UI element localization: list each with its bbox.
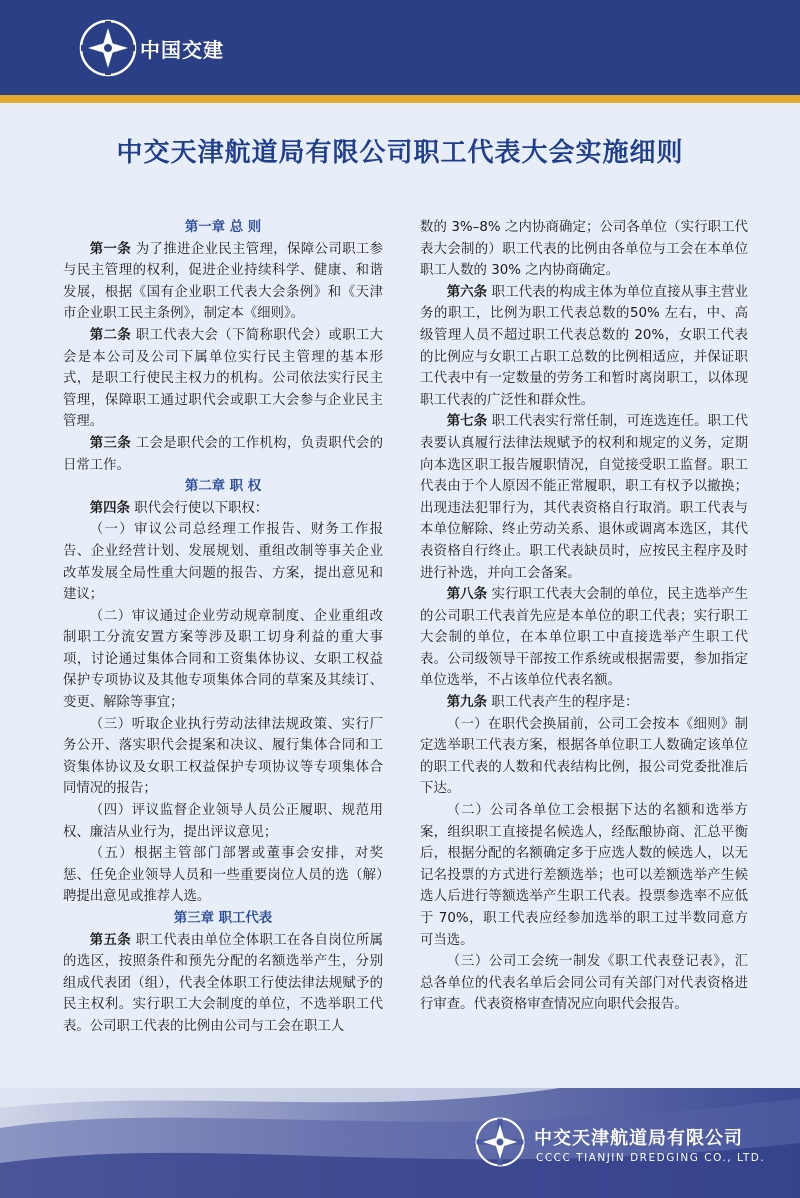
header-banner <box>0 0 800 95</box>
article-label: 第七条 <box>446 414 488 430</box>
article-paragraph <box>420 282 748 412</box>
clause-paragraph <box>420 800 748 951</box>
clause-paragraph <box>420 714 748 800</box>
article-text: 数的 3%–8% 之内协商确定；公司各单位（实行职工代表大会制的）职工代表的比例由各单位与工会在本单位职工人数的 30% 之内协商确定。 <box>420 220 748 279</box>
clause-paragraph <box>420 217 748 282</box>
article-paragraph <box>63 930 383 1038</box>
article-text: （三）听取企业执行劳动法律法规政策、实行厂务公开、落实职代会提案和决议、履行集体合同和工资集体协议及女职工权益保护专项协议等专项集体合同情况的报告； <box>63 716 383 797</box>
article-text: （二）审议通过企业劳动规章制度、企业重组改制职工分流安置方案等涉及职工切身利益的重大事项，讨论通过集体合同和工资集体协议、女职工权益保护专项协议及其他专项集体合同的草案及其续订、变更、解除等事宜； <box>63 608 383 711</box>
article-text: （一）审议公司总经理工作报告、财务工作报告、企业经营计划、发展规划、重组改制等事关企业改革发展全局性重大问题的报告、方案，提出意见和建议； <box>63 522 383 603</box>
article-label: 第五条 <box>89 932 132 948</box>
article-paragraph <box>63 325 383 433</box>
clause-paragraph <box>63 800 383 843</box>
left-column <box>63 217 383 1038</box>
article-paragraph <box>420 692 748 714</box>
article-paragraph <box>63 433 383 476</box>
cccc-logo-icon <box>78 18 138 78</box>
clause-paragraph <box>63 714 383 800</box>
article-text: 职工代表产生的程序是： <box>486 695 639 711</box>
article-label: 第二条 <box>89 327 132 343</box>
article-label: 第三条 <box>89 435 132 451</box>
chapter-heading: 第三章 职工代表 <box>173 911 273 926</box>
article-label: 第四条 <box>89 500 130 516</box>
footer-banner <box>0 1088 800 1198</box>
article-paragraph <box>63 498 383 520</box>
article-text: （三）公司工会统一制发《职工代表登记表》，汇总各单位的代表名单后会同公司有关部门对代表资格进行审查。代表资格审查情况应向职代会报告。 <box>420 954 748 1013</box>
article-label: 第八条 <box>446 587 488 603</box>
article-text: 职工代表实行常任制，可连选连任。职工代表要认真履行法律法规赋予的权利和规定的义务，定期向本选区职工报告履职情况，自觉接受职工监督。职工代表由于个人原因不能正常履职，职工有权予以撤换；出现违法犯罪行为，其代表资格自行取消。职工代表与本单位解除、终止劳动关系、退休或调离本选区，其代表资格自行终止。职工代表缺员时，应按民主程序及时进行补选，并向工会备案。 <box>420 414 748 581</box>
article-paragraph <box>63 239 383 325</box>
article-text: （二）公司各单位工会根据下达的名额和选举方案，组织职工直接提名候选人，经酝酿协商、汇总平衡后，根据分配的名额确定多于应选人数的候选人，以无记名投票的方式进行差额选举；也可以差额选举产生候选人后进行等额选举产生职工代表。投票参选率不应低于 70%，职工代表应经参加选举的职工过半数同意方可当选。 <box>420 803 748 948</box>
article-text: 职工代表大会（下简称职代会）或职工大会是本公司及公司下属单位实行民主管理的基本形式，是职工行使民主权力的机构。公司依法实行民主管理，保障职工通过职代会或职工大会参与企业民主管理。 <box>63 327 383 430</box>
article-label: 第六条 <box>446 284 488 300</box>
chapter-heading: 第二章 职 权 <box>184 479 262 495</box>
article-text: 职工代表由单位全体职工在各自岗位所属的选区，按照条件和预先分配的名额选举产生，分别组成代表团（组），代表全体职工行使法律法规赋予的民主权利。实行职工大会制度的单位，不选举职工代表。公司职工代表的比例由公司与工会在职工人 <box>63 932 383 1034</box>
cccc-logo-icon <box>474 1116 526 1168</box>
chapter-heading: 第一章 总 则 <box>184 220 262 235</box>
article-text: 职工代表的构成主体为单位直接从事主营业务的职工，比例为职工代表总数的50% 左右，中、高级管理人员不超过职工代表总数的 20%，女职工代表的比例应与女职工占职工总数的比例相适应，并保证职工代表中有一定数量的劳务工和暂时离岗职工，以体现职工代表的广泛性和群众性。 <box>420 284 748 408</box>
article-paragraph <box>420 411 748 584</box>
clause-paragraph <box>63 519 383 605</box>
brand-name: 中国交建 <box>140 38 224 62</box>
article-text: （五）根据主管部门部署或董事会安排，对奖惩、任免企业领导人员和一些重要岗位人员的选（解）聘提出意见或推荐人选。 <box>63 846 383 905</box>
clause-paragraph <box>420 951 748 1016</box>
article-text: 实行职工代表大会制的单位，民主选举产生的公司职工代表首先应是本单位的职工代表；实行职工大会制的单位，在本单位职工中直接选举产生职工代表。公司级领导干部按工作系统或根据需要，参加指定单位选举，不占该单位代表名额。 <box>420 587 748 689</box>
article-text: （四）评议监督企业领导人员公正履职、规范用权、廉洁从业行为，提出评议意见； <box>63 803 383 840</box>
article-text: 为了推进企业民主管理，保障公司职工参与民主管理的权利，促进企业持续科学、健康、和谐发展，根据《国有企业职工代表大会条例》和《天津市企业职工民主条例》，制定本《细则》。 <box>63 241 383 322</box>
clause-paragraph <box>63 843 383 908</box>
article-label: 第一条 <box>89 241 132 257</box>
page-title: 中交天津航道局有限公司职工代表大会实施细则 <box>116 138 684 168</box>
clause-paragraph <box>63 606 383 714</box>
article-paragraph <box>420 584 748 692</box>
article-text: （一）在职代会换届前，公司工会按本《细则》制定选举职工代表方案，根据各单位职工人数确定该单位的职工代表的人数和代表结构比例，报公司党委批准后下达。 <box>420 716 748 797</box>
company-name-cn: 中交天津航道局有限公司 <box>534 1128 743 1149</box>
accent-stripe <box>0 95 800 103</box>
article-text: 职代会行使以下职权： <box>129 500 269 516</box>
right-column <box>420 217 748 1016</box>
article-text: 工会是职代会的工作机构，负责职代会的日常工作。 <box>63 435 383 473</box>
article-label: 第九条 <box>446 695 487 711</box>
company-name-en: CCCC TIANJIN DREDGING CO., LTD. <box>536 1152 766 1164</box>
